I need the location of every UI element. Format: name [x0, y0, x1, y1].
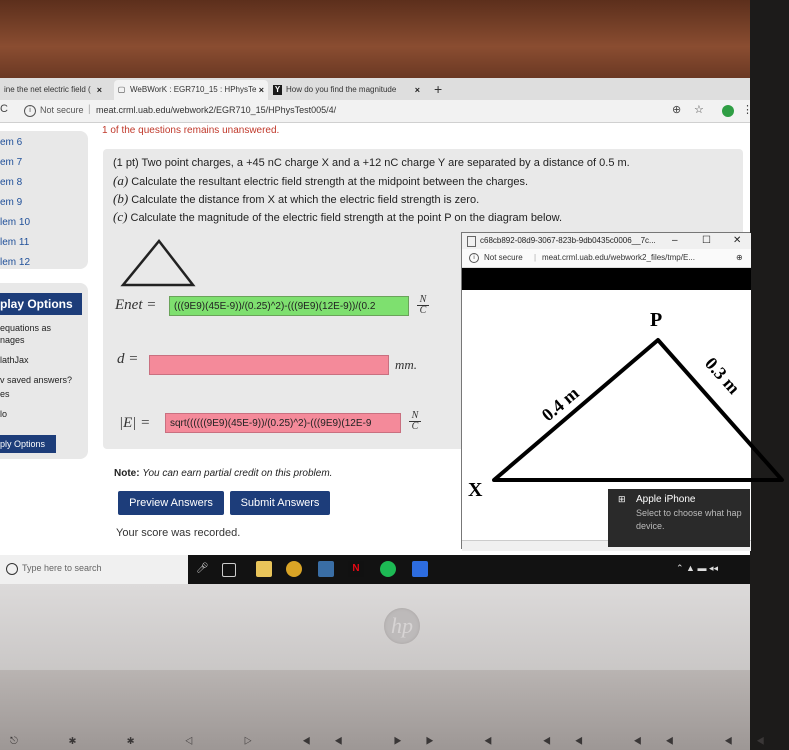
address-separator: | — [88, 104, 91, 115]
hp-logo: hp — [384, 608, 420, 644]
not-secure-label[interactable]: Not secure — [40, 105, 84, 115]
search-icon — [6, 563, 18, 575]
info-icon[interactable]: i — [469, 253, 479, 263]
part-b-label: (b) — [113, 191, 129, 206]
sidebar-item-problem-7[interactable]: em 7 — [0, 157, 23, 168]
part-a-label: (a) — [113, 173, 129, 188]
preview-answers-button[interactable]: Preview Answers — [118, 491, 224, 515]
network-icon[interactable]: ⌃ ▲ ▬ ◂◂ — [676, 563, 718, 573]
tab-bar — [0, 78, 750, 100]
side-xp-label: 0.4 m — [537, 382, 583, 426]
tab-net-electric-field[interactable] — [0, 80, 106, 100]
taskbar-search[interactable] — [0, 555, 209, 584]
point-p-label: P — [650, 309, 663, 331]
chrome-icon[interactable] — [286, 561, 302, 577]
menu-icon[interactable]: ⋮ — [742, 104, 753, 116]
microphone-icon[interactable]: 🎤︎ — [196, 563, 209, 574]
part-b-text: Calculate the distance from X at which the electric field strength is zero. — [131, 194, 480, 206]
part-b — [113, 191, 479, 207]
tab-webwork[interactable] — [114, 80, 268, 100]
problem-list-sidebar — [0, 131, 88, 269]
close-button[interactable]: ✕ — [733, 235, 742, 246]
system-tray[interactable] — [676, 563, 718, 574]
part-a — [113, 173, 528, 189]
netflix-icon[interactable]: N — [348, 561, 364, 577]
extension-icon[interactable] — [722, 105, 734, 117]
display-option-images[interactable]: nages — [0, 335, 25, 345]
search-input[interactable]: Type here to search — [22, 563, 102, 573]
sidebar-item-problem-9[interactable]: em 9 — [0, 197, 23, 208]
submit-answers-button[interactable]: Submit Answers — [230, 491, 330, 515]
part-c-text: Calculate the magnitude of the electric field strength at the point P on the diagram below. — [130, 212, 563, 224]
store-icon[interactable] — [318, 561, 334, 577]
phone-icon: ⊞ — [618, 494, 626, 504]
notification-text: Select to choose what hap — [636, 508, 742, 518]
display-option-yes[interactable]: es — [0, 389, 10, 399]
document-icon: ▢ — [117, 85, 126, 94]
photos-icon[interactable] — [412, 561, 428, 577]
monitor-screen — [0, 78, 753, 584]
apply-options-button[interactable]: ply Options — [0, 435, 56, 453]
maximize-button[interactable]: ☐ — [702, 235, 711, 246]
popup-title: c68cb892-08d9-3067-823b-9db0435c0006__7c... — [480, 236, 656, 245]
zoom-icon[interactable]: ⊕ — [672, 104, 682, 116]
keyboard-function-keys: ⎋ ✱ ✱ ◁ ▷ ◀◀ ▶▶ ◀ ◀◀ ◀◀ ◀◀ — [10, 736, 789, 747]
field-magnitude-label: |E| = — [119, 415, 151, 431]
tab-label: WeBWorK : EGR710_15 : HPhysTe — [130, 85, 257, 94]
popup-not-secure: Not secure — [484, 253, 523, 262]
notification-title: Apple iPhone — [636, 494, 696, 505]
reload-icon[interactable]: C — [0, 103, 8, 115]
file-explorer-icon[interactable] — [256, 561, 272, 577]
address-bar — [0, 100, 753, 123]
sidebar-item-problem-11[interactable]: lem 11 — [0, 237, 30, 248]
sidebar-item-problem-10[interactable]: lem 10 — [0, 217, 31, 228]
popup-address-bar: i Not secure | meat.crml.uab.edu/webwork2_files/tmp/E... ⊕ — [462, 249, 751, 268]
display-option-text: equations as — [0, 323, 52, 333]
distance-answer-input[interactable] — [149, 355, 389, 375]
display-option-mathjax[interactable]: lathJax — [0, 355, 29, 365]
popup-url[interactable]: meat.crml.uab.edu/webwork2_files/tmp/E... — [542, 253, 695, 262]
popup-image-header — [462, 268, 751, 290]
point-x-label: X — [468, 479, 483, 501]
tab-magnitude[interactable] — [270, 80, 424, 100]
tab-close-icon[interactable]: × — [258, 85, 264, 95]
display-options-title: play Options — [0, 293, 82, 315]
yahoo-icon: Y — [274, 85, 281, 94]
display-option-saved-answers: v saved answers? — [0, 375, 73, 385]
task-view-icon[interactable] — [222, 563, 236, 577]
sidebar-item-problem-8[interactable]: em 8 — [0, 177, 23, 188]
tab-close-icon[interactable]: × — [414, 85, 420, 95]
field-magnitude-unit: $\frac{N}{C}$ — [409, 411, 421, 432]
bookmark-star-icon[interactable]: ☆ — [694, 104, 704, 116]
spotify-icon[interactable] — [380, 561, 396, 577]
field-magnitude-answer-input[interactable]: sqrt((((((9E9)(45E-9))/(0.25)^2)-(((9E9)(12E-9 — [165, 413, 401, 433]
distance-label: d = — [117, 351, 139, 367]
document-icon — [467, 236, 476, 247]
distance-unit: mm. — [395, 357, 418, 372]
score-status: Your score was recorded. — [116, 527, 241, 539]
info-icon[interactable]: i — [24, 105, 36, 117]
url-input[interactable]: meat.crml.uab.edu/webwork2/EGR710_15/HPhysTest005/4/ — [96, 105, 337, 115]
display-option-no[interactable]: lo — [0, 409, 8, 419]
tab-label: How do you find the magnitude — [286, 85, 397, 94]
enet-unit: $\frac{N}{C}$ — [417, 295, 429, 316]
zoom-icon[interactable]: ⊕ — [736, 253, 743, 262]
device-notification[interactable] — [608, 489, 750, 547]
side-py-label: 0.3 m — [701, 353, 744, 398]
partial-credit-note: Note: You can earn partial credit on this problem. — [114, 468, 333, 479]
new-tab-button[interactable]: + — [434, 81, 443, 97]
part-c — [113, 209, 562, 225]
windows-taskbar — [0, 555, 750, 584]
minimize-button[interactable]: – — [672, 235, 678, 246]
sidebar-item-problem-6[interactable]: em 6 — [0, 137, 23, 148]
small-triangle-diagram[interactable] — [115, 235, 199, 291]
tab-label: ine the net electric field ( — [4, 85, 91, 94]
part-a-text: Calculate the resultant electric field strength at the midpoint between the charges. — [131, 176, 529, 188]
tab-close-icon[interactable]: × — [96, 85, 102, 95]
sidebar-item-problem-12[interactable]: lem 12 — [0, 257, 31, 268]
notification-text-2: device. — [636, 521, 665, 531]
enet-answer-input[interactable]: (((9E9)(45E-9))/(0.25)^2)-(((9E9)(12E-9))/(0.2 — [169, 296, 409, 316]
problem-intro: (1 pt) Two point charges, a +45 nC charge X and a +12 nC charge Y are separated by a distance of 0.5 m. — [113, 157, 630, 169]
popup-titlebar[interactable] — [462, 233, 751, 249]
unanswered-warning: 1 of the questions remains unanswered. — [102, 125, 280, 136]
enet-label: Enet = — [115, 297, 157, 313]
part-c-label: (c) — [113, 209, 128, 224]
photo-background — [0, 0, 750, 78]
